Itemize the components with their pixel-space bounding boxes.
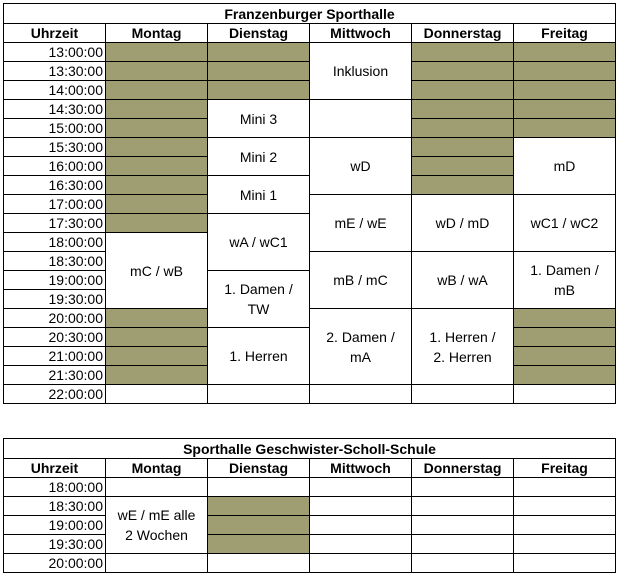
time-cell: 20:00:00 (4, 309, 106, 328)
blocked-cell (514, 366, 616, 385)
blocked-cell (514, 100, 616, 119)
session-line: 1. Damen / (530, 262, 599, 278)
session-line: 2. Damen / (326, 328, 395, 345)
blocked-cell (106, 43, 208, 62)
schedule-table-franzenburger (3, 3, 616, 404)
time-cell: 15:00:00 (4, 119, 106, 138)
header-freitag: Freitag (514, 24, 616, 43)
session-cell: 1. Herren (208, 328, 310, 385)
time-cell: 13:00:00 (4, 43, 106, 62)
blocked-cell (106, 119, 208, 138)
header-uhrzeit: Uhrzeit (4, 459, 106, 478)
session-line: mA (350, 348, 371, 365)
empty-cell (208, 385, 310, 404)
header-donnerstag: Donnerstag (412, 459, 514, 478)
header-donnerstag: Donnerstag (412, 24, 514, 43)
empty-cell (310, 554, 412, 573)
blocked-cell (106, 347, 208, 366)
time-cell: 16:00:00 (4, 157, 106, 176)
blocked-cell (412, 62, 514, 81)
session-cell: wC1 / wC2 (514, 195, 616, 252)
header-mittwoch: Mittwoch (310, 24, 412, 43)
time-cell: 14:00:00 (4, 81, 106, 100)
time-cell: 19:30:00 (4, 535, 106, 554)
empty-cell (412, 478, 514, 497)
blocked-cell (208, 43, 310, 62)
blocked-cell (514, 119, 616, 138)
blocked-cell (106, 176, 208, 195)
time-cell: 21:30:00 (4, 366, 106, 385)
session-cell: wB / wA (412, 252, 514, 309)
empty-cell (514, 516, 616, 535)
blocked-cell (208, 516, 310, 535)
session-line: wE / mE alle (117, 507, 196, 523)
time-cell: 13:30:00 (4, 62, 106, 81)
session-cell: Mini 3 (208, 100, 310, 138)
time-cell: 17:30:00 (4, 214, 106, 233)
empty-cell (208, 478, 310, 497)
session-line: 2. Herren (433, 348, 492, 365)
blocked-cell (514, 328, 616, 347)
empty-cell (514, 535, 616, 554)
empty-cell (412, 516, 514, 535)
blocked-cell (514, 43, 616, 62)
blocked-cell (106, 328, 208, 347)
blocked-cell (106, 100, 208, 119)
blocked-cell (106, 214, 208, 233)
empty-cell (412, 535, 514, 554)
empty-cell (106, 385, 208, 404)
blocked-cell (106, 157, 208, 176)
blocked-cell (106, 81, 208, 100)
session-line: TW (247, 301, 270, 317)
empty-cell (310, 516, 412, 535)
empty-cell (106, 554, 208, 573)
blocked-cell (412, 176, 514, 195)
session-cell: Mini 2 (208, 138, 310, 176)
empty-cell (310, 478, 412, 497)
time-cell: 20:30:00 (4, 328, 106, 347)
empty-cell (514, 554, 616, 573)
session-cell (514, 252, 616, 309)
empty-cell (106, 478, 208, 497)
header-mittwoch: Mittwoch (310, 459, 412, 478)
time-cell: 18:00:00 (4, 478, 106, 497)
empty-cell (514, 478, 616, 497)
blocked-cell (106, 195, 208, 214)
session-cell (412, 309, 514, 385)
time-cell: 15:30:00 (4, 138, 106, 157)
blocked-cell (106, 138, 208, 157)
blocked-cell (412, 138, 514, 157)
header-montag: Montag (106, 459, 208, 478)
blocked-cell (514, 62, 616, 81)
session-cell: mE / wE (310, 195, 412, 252)
blocked-cell (106, 309, 208, 328)
empty-cell (310, 535, 412, 554)
blocked-cell (106, 62, 208, 81)
session-cell: mC / wB (106, 233, 208, 309)
empty-cell (514, 385, 616, 404)
blocked-cell (514, 309, 616, 328)
session-cell (106, 497, 208, 554)
empty-cell (412, 385, 514, 404)
time-cell: 20:00:00 (4, 554, 106, 573)
session-line: 1. Herren / (429, 328, 496, 345)
time-cell: 16:30:00 (4, 176, 106, 195)
blocked-cell (412, 100, 514, 119)
empty-cell (514, 497, 616, 516)
table-title: Franzenburger Sporthalle (4, 4, 616, 24)
blocked-cell (208, 497, 310, 516)
blocked-cell (208, 62, 310, 81)
session-cell (208, 271, 310, 328)
schedule-table-geschwister-scholl (3, 438, 616, 573)
header-dienstag: Dienstag (208, 24, 310, 43)
empty-cell (412, 554, 514, 573)
time-cell: 18:00:00 (4, 233, 106, 252)
blocked-cell (106, 366, 208, 385)
time-cell: 21:00:00 (4, 347, 106, 366)
time-cell: 19:00:00 (4, 516, 106, 535)
session-cell (310, 309, 412, 385)
session-cell: mD (514, 138, 616, 195)
session-cell: wA / wC1 (208, 214, 310, 271)
session-cell: wD (310, 138, 412, 195)
blocked-cell (208, 81, 310, 100)
empty-cell (208, 554, 310, 573)
header-freitag: Freitag (514, 459, 616, 478)
blocked-cell (514, 347, 616, 366)
header-uhrzeit: Uhrzeit (4, 24, 106, 43)
empty-cell (412, 497, 514, 516)
time-cell: 17:00:00 (4, 195, 106, 214)
blocked-cell (514, 81, 616, 100)
blocked-cell (412, 157, 514, 176)
blocked-cell (412, 43, 514, 62)
time-cell: 22:00:00 (4, 385, 106, 404)
session-line: 1. Damen / (224, 281, 293, 297)
time-cell: 19:00:00 (4, 271, 106, 290)
session-line: 2 Wochen (125, 527, 188, 543)
session-line: mB (554, 282, 575, 298)
time-cell: 19:30:00 (4, 290, 106, 309)
time-cell: 18:30:00 (4, 252, 106, 271)
blocked-cell (412, 81, 514, 100)
empty-cell (310, 497, 412, 516)
session-cell: mB / mC (310, 252, 412, 309)
header-montag: Montag (106, 24, 208, 43)
time-cell: 18:30:00 (4, 497, 106, 516)
session-cell: Mini 1 (208, 176, 310, 214)
time-cell: 14:30:00 (4, 100, 106, 119)
header-dienstag: Dienstag (208, 459, 310, 478)
empty-cell (310, 100, 412, 138)
blocked-cell (208, 535, 310, 554)
empty-cell (310, 385, 412, 404)
session-cell: Inklusion (310, 43, 412, 100)
blocked-cell (412, 119, 514, 138)
session-cell: wD / mD (412, 195, 514, 252)
table-title: Sporthalle Geschwister-Scholl-Schule (4, 439, 616, 459)
